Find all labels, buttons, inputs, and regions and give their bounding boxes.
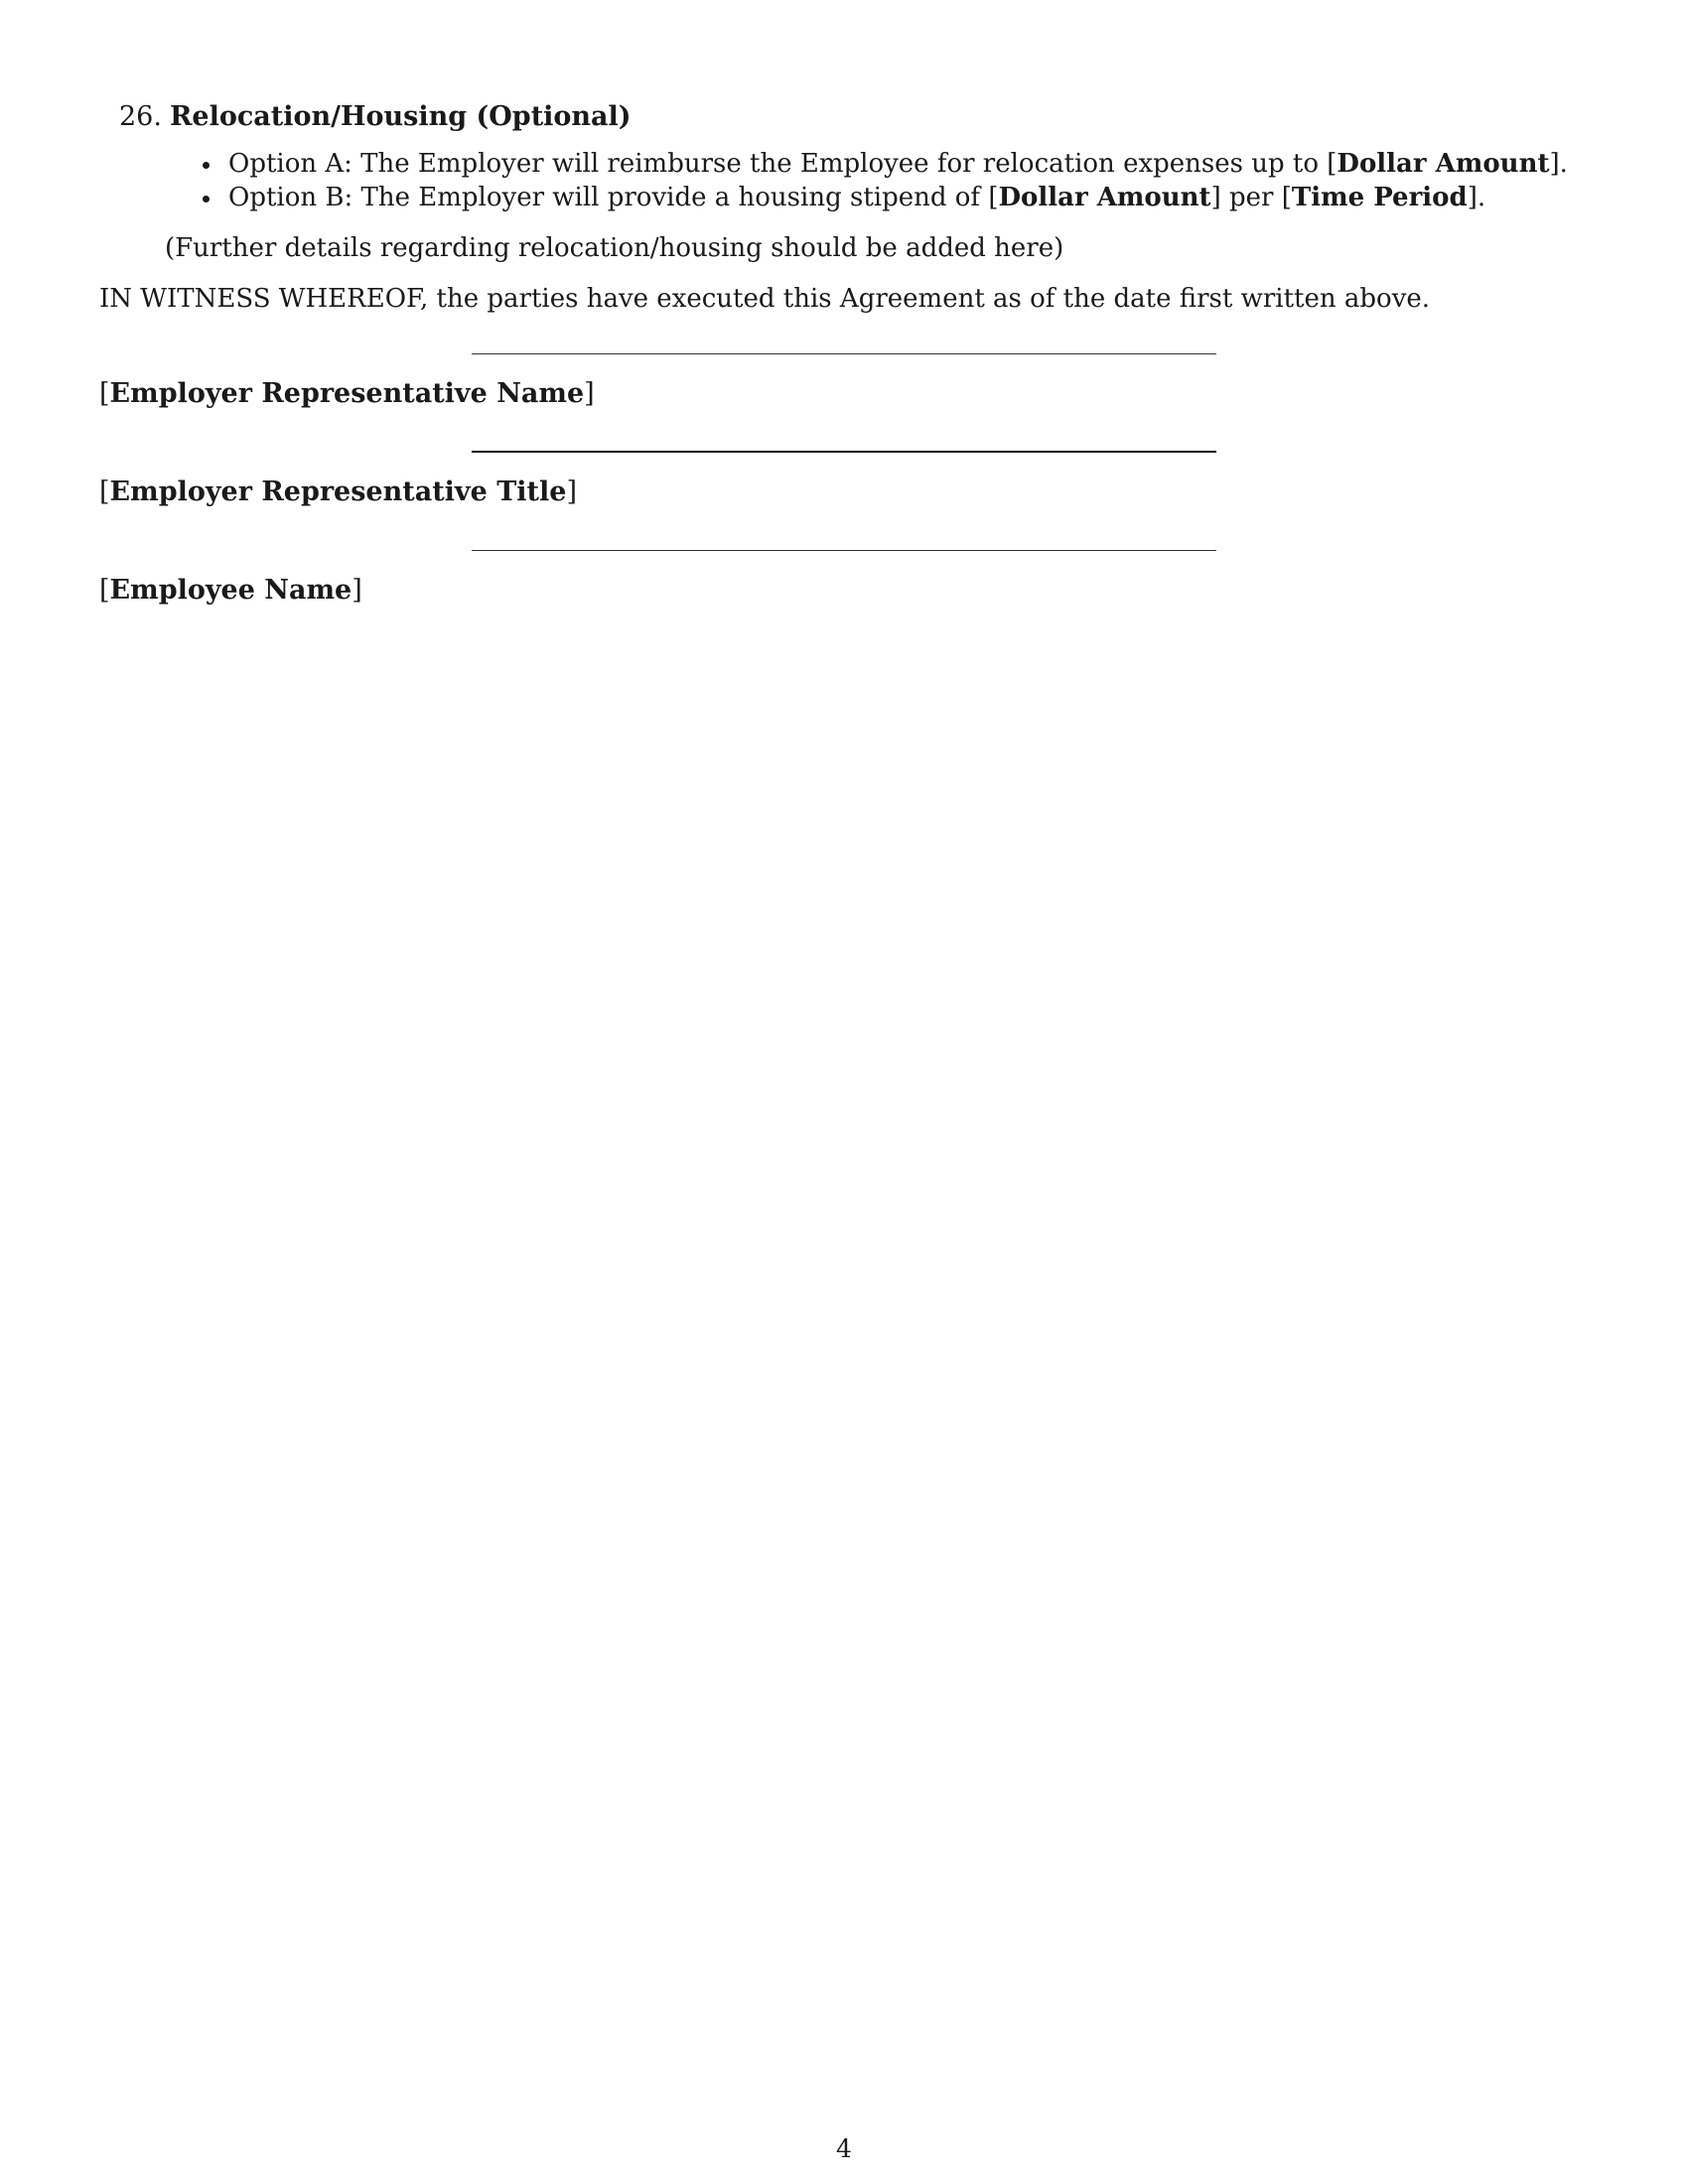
signature-line-employer-title <box>472 451 1216 453</box>
option-b-middle: per <box>1220 183 1282 212</box>
further-details-note: (Further details regarding relocation/housing should be added here) <box>165 233 1064 263</box>
signature-label-employer-name: [Employer Representative Name] <box>99 378 595 409</box>
option-a-text: Option A: The Employer will reimburse the Employee for relocation expenses up to <box>228 149 1328 179</box>
witness-clause: IN WITNESS WHEREOF, the parties have executed this Agreement as of the date first written above. <box>99 284 1431 314</box>
option-b-text: Option B: The Employer will provide a housing stipend of <box>228 183 989 212</box>
section-heading <box>119 99 632 135</box>
bullet-icon <box>203 162 210 169</box>
option-b-suffix: . <box>1477 183 1486 212</box>
option-a-suffix: . <box>1559 149 1568 179</box>
signature-label-employee-name: [Employee Name] <box>99 575 362 606</box>
bullet-icon <box>203 196 210 203</box>
option-b-dollar-field: Dollar Amount <box>998 183 1211 212</box>
section-number: 26. <box>119 101 162 132</box>
page-number: 4 <box>836 2134 852 2163</box>
section-title: Relocation/Housing (Optional) <box>169 101 632 132</box>
option-a-dollar-field: Dollar Amount <box>1336 149 1550 179</box>
signature-line-employee-name <box>472 550 1216 551</box>
option-b-period-field: Time Period <box>1291 183 1468 212</box>
signature-label-employer-title: [Employer Representative Title] <box>99 477 578 507</box>
list-item: Option B: The Employer will provide a housing stipend of [Dollar Amount] per [Time Period]. <box>199 181 1568 214</box>
option-list <box>199 147 1568 214</box>
list-item: Option A: The Employer will reimburse the Employee for relocation expenses up to [Dollar Amount]. <box>199 147 1568 181</box>
signature-line-employer-name <box>472 353 1216 354</box>
